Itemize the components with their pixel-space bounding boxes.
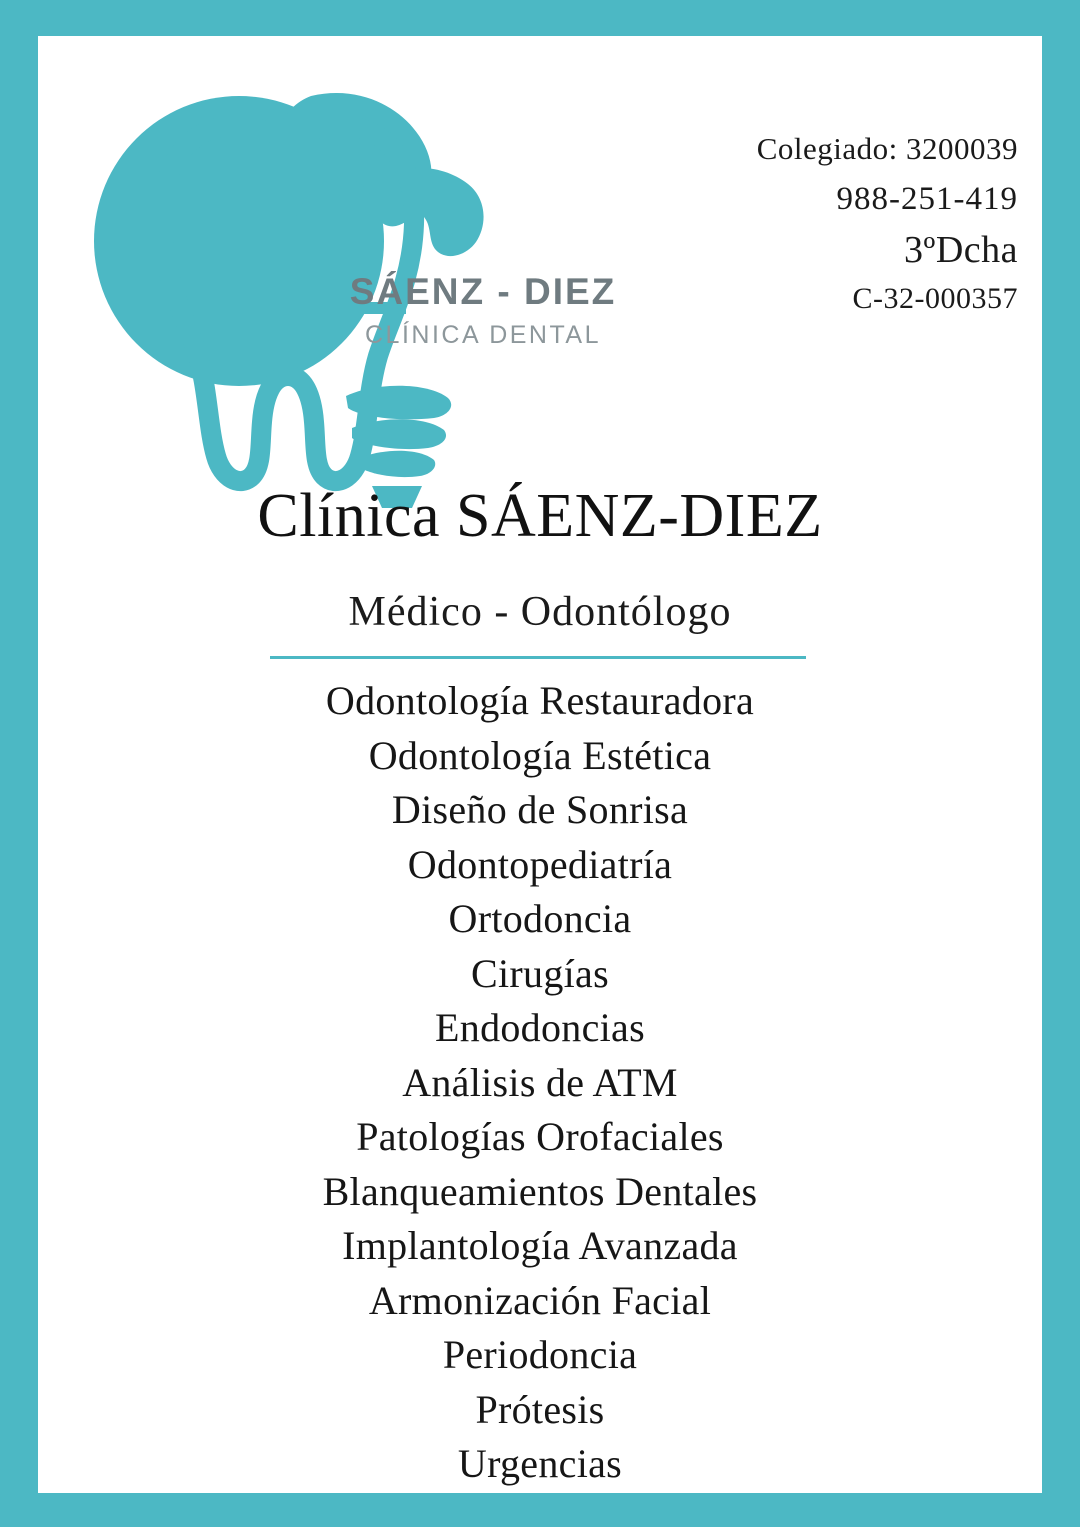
page-title: Clínica SÁENZ-DIEZ: [257, 482, 823, 550]
list-item: Periodoncia: [442, 1332, 638, 1377]
divider: [270, 656, 806, 659]
poster-inner-panel: [38, 36, 1042, 1493]
list-item: Armonización Facial: [368, 1277, 712, 1323]
list-item: Prótesis: [475, 1386, 605, 1432]
page-subtitle: Médico - Odontólogo: [348, 589, 732, 635]
list-item: Urgencias: [457, 1441, 623, 1486]
list-item: Odontología Restauradora: [325, 678, 755, 723]
list-item: Blanqueamientos Dentales: [322, 1168, 758, 1214]
list-item: Análisis de ATM: [402, 1059, 678, 1105]
list-item: Ortodoncia: [448, 896, 632, 941]
contact-block: [618, 131, 1018, 316]
list-item: Patologías Orofaciales: [356, 1114, 724, 1159]
list-item: Cirugías: [471, 950, 609, 996]
list-item: Odontopediatría: [407, 841, 673, 887]
list-item: Implantología Avanzada: [342, 1223, 738, 1268]
logo-subtitle-text: CLÍNICA DENTAL: [365, 321, 601, 349]
logo-brand-text: SÁENZ - DIEZ: [349, 271, 617, 312]
logo-wordmark: [318, 271, 648, 350]
floor-info: 3ºDcha: [904, 229, 1018, 271]
clinic-logo: [56, 56, 617, 526]
colegiado-number: Colegiado: 3200039: [756, 131, 1018, 166]
list-item: Diseño de Sonrisa: [391, 787, 689, 832]
license-number: C-32-000357: [852, 282, 1018, 315]
phone-number[interactable]: 988-251-419: [836, 181, 1018, 217]
services-list: [38, 674, 1042, 1492]
list-item: Endodoncias: [435, 1005, 645, 1050]
list-item: Odontología Estética: [368, 732, 712, 778]
